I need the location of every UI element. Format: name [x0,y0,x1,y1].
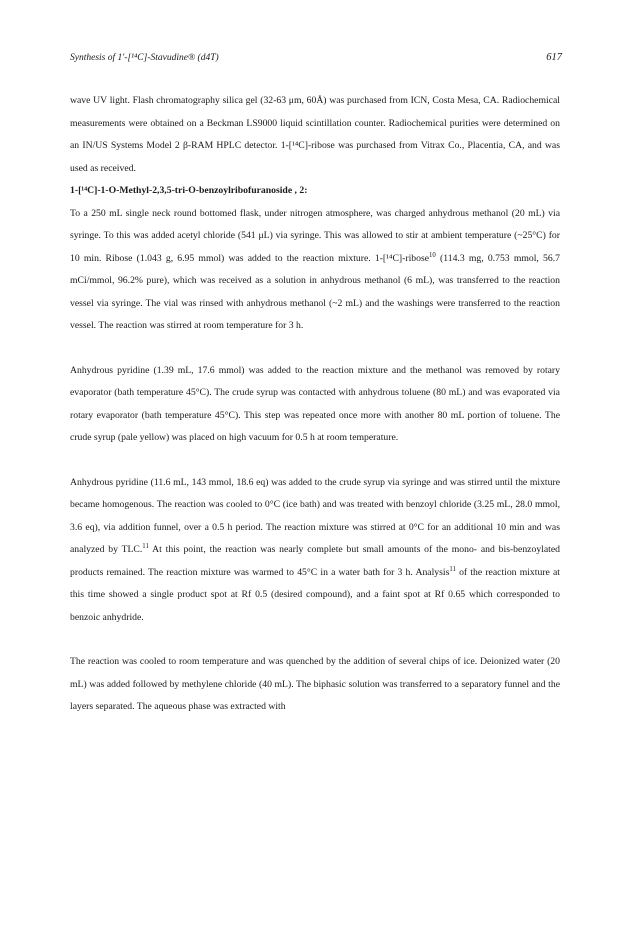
running-title: Synthesis of 1'-[¹⁴C]-Stavudine® (d4T) [70,53,219,63]
body-text [70,90,560,719]
text-run: of the reaction mixture at this time showed a single product spot at Rf 0.5 (desired compound), and a faint spot at Rf 0.65 which corresponded to benzoic anhydride. [70,566,560,623]
reference-superscript: 10 [429,251,436,259]
paragraph-procedure-1 [70,203,560,338]
running-header [70,52,562,63]
paragraph-procedure-4: The reaction was cooled to room temperature and was quenched by the addition of several chips of ice. Deionized water (20 mL) was added followed by methylene chloride (40 mL). The biphasic solution was transferred to a separatory funnel and the layers separated. The aqueous phase was extracted with [70,656,560,712]
section-heading: 1-[¹⁴C]-1-O-Methyl-2,3,5-tri-O-benzoylribofuranoside , 2: [70,185,308,196]
paragraph-procedure-3 [70,472,560,630]
text-run: To a 250 mL single neck round bottomed flask, under nitrogen atmosphere, was charged anhydrous methanol (20 mL) via syringe. To this was added acetyl chloride (541 μL) via syringe. This was allowed to stir at ambient temperature (~25°C) for 10 min. Ribose (1.043 g, 6.95 mmol) was added to the reaction mixture. 1-[¹⁴C]-ribose [70,207,560,264]
text-run: (114.3 mg, 0.753 mmol, 56.7 mCi/mmol, 96.2% pure), which was received as a solution in anhydrous methanol (6 mL), was transferred to the reaction vessel via syringe. The vial was rinsed with anhydrous methanol (~2 mL) and the washings were transferred to the reaction vessel. The reaction was stirred at room temperature for 3 h. [70,252,560,331]
text-run: At this point, the reaction was nearly complete but small amounts of the mono- and bis-benzoylated products remained. The reaction mixture was warmed to 45°C in a water bath for 3 h. Analysis [70,544,560,578]
reference-superscript: 11 [142,542,149,550]
reference-superscript: 11 [449,565,456,573]
paragraph-materials: wave UV light. Flash chromatography silica gel (32-63 μm, 60Å) was purchased from ICN, Costa Mesa, CA. Radiochemical measurements were obtained on a Beckman LS9000 liquid scintillation counter. Radiochemical purities were determined on an IN/US Systems Model 2 β-RAM HPLC detector. 1-[¹⁴C]-ribose was purchased from Vitrax Co., Placentia, CA, and was used as received. [70,95,560,174]
page-number: 617 [546,52,562,63]
paragraph-procedure-2: Anhydrous pyridine (1.39 mL, 17.6 mmol) was added to the reaction mixture and the methanol was removed by rotary evaporator (bath temperature 45°C). The crude syrup was contacted with anhydrous toluene (80 mL) and was evaporated via rotary evaporator (bath temperature 45°C). This step was repeated once more with another 80 mL portion of toluene. The crude syrup (pale yellow) was placed on high vacuum for 0.5 h at room temperature. [70,364,560,443]
text-run: Anhydrous pyridine (11.6 mL, 143 mmol, 18.6 eq) was added to the crude syrup via syringe and was stirred until the mixture became homogenous. The reaction was cooled to 0°C (ice bath) and was treated with benzoyl chloride (3.25 mL, 28.0 mmol, 3.6 eq), via addition funnel, over a 0.5 h period. The reaction mixture was stirred at 0°C for an additional 10 min and was analyzed by TLC. [70,476,560,555]
